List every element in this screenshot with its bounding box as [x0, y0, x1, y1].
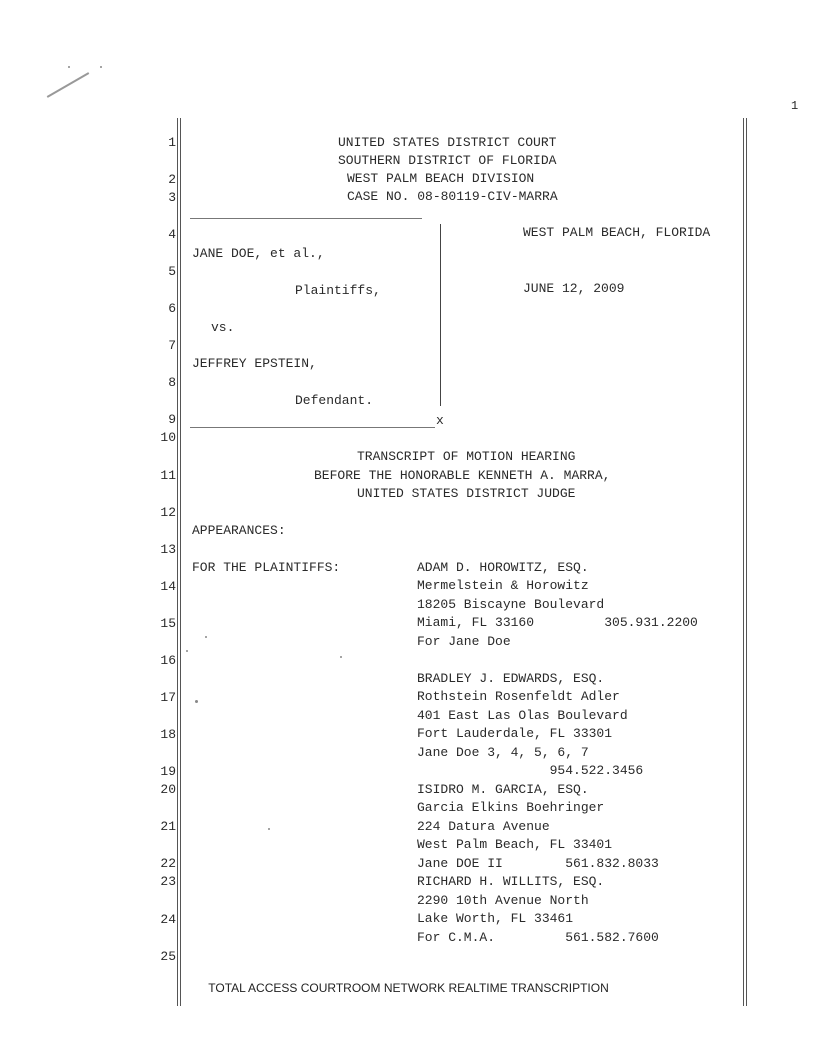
line-number-19: 19: [160, 764, 176, 779]
defendant-name: JEFFREY EPSTEIN,: [192, 356, 317, 371]
right-margin-rule: [743, 118, 744, 1006]
line-number-8: 8: [168, 375, 176, 390]
left-margin-rule: [177, 118, 178, 1006]
appearance-line: RICHARD H. WILLITS, ESQ.: [417, 874, 605, 889]
line-number-25: 25: [160, 949, 176, 964]
line-number-13: 13: [160, 542, 176, 557]
appearance-line: Rothstein Rosenfeldt Adler: [417, 689, 620, 704]
scan-speck: [186, 650, 188, 652]
judge-title: UNITED STATES DISTRICT JUDGE: [357, 486, 576, 501]
appearance-line: 954.522.3456: [417, 763, 644, 778]
appearance-line: BRADLEY J. EDWARDS, ESQ.: [417, 671, 605, 686]
appearance-line: For Jane Doe: [417, 634, 511, 649]
scan-speck: [100, 66, 102, 68]
division-name: WEST PALM BEACH DIVISION: [347, 171, 535, 186]
defendant-role: Defendant.: [295, 393, 374, 408]
line-number-2: 2: [168, 172, 176, 187]
caption-x-mark: x: [436, 413, 444, 428]
line-number-7: 7: [168, 338, 176, 353]
appearance-line: Lake Worth, FL 33461: [417, 911, 574, 926]
court-name: UNITED STATES DISTRICT COURT: [338, 135, 557, 150]
scan-speck: [340, 656, 342, 658]
case-number: CASE NO. 08-80119-CIV-MARRA: [347, 189, 558, 204]
appearance-line: ISIDRO M. GARCIA, ESQ.: [417, 782, 589, 797]
caption-bottom-rule: [190, 427, 435, 428]
scan-speck: [205, 636, 207, 638]
line-number-11: 11: [160, 468, 176, 483]
scan-speck: [268, 828, 270, 830]
line-number-6: 6: [168, 301, 176, 316]
line-number-15: 15: [160, 616, 176, 631]
appearance-line: West Palm Beach, FL 33401: [417, 837, 613, 852]
line-number-17: 17: [160, 690, 176, 705]
line-number-14: 14: [160, 579, 176, 594]
caption-divider: [440, 224, 441, 406]
footer-text: TOTAL ACCESS COURTROOM NETWORK REALTIME TRANSCRIPTION: [208, 981, 609, 995]
hearing-date: JUNE 12, 2009: [523, 281, 625, 296]
appearance-line: Fort Lauderdale, FL 33301: [417, 726, 613, 741]
appearance-line: Mermelstein & Horowitz: [417, 578, 589, 593]
line-number-1: 1: [168, 135, 176, 150]
caption-top-rule: [190, 218, 422, 219]
hearing-location: WEST PALM BEACH, FLORIDA: [523, 225, 711, 240]
line-number-16: 16: [160, 653, 176, 668]
page-number: 1: [791, 99, 799, 113]
appearance-line: Miami, FL 33160 305.931.2200: [417, 615, 698, 630]
for-plaintiffs-label: FOR THE PLAINTIFFS:: [192, 560, 341, 575]
appearance-line: 401 East Las Olas Boulevard: [417, 708, 628, 723]
hearing-title: TRANSCRIPT OF MOTION HEARING: [357, 449, 576, 464]
appearance-line: For C.M.A. 561.582.7600: [417, 930, 659, 945]
line-number-9: 9: [168, 412, 176, 427]
line-number-18: 18: [160, 727, 176, 742]
line-number-20: 20: [160, 782, 176, 797]
appearance-line: Jane Doe 3, 4, 5, 6, 7: [417, 745, 589, 760]
line-number-12: 12: [160, 505, 176, 520]
line-number-4: 4: [168, 227, 176, 242]
scan-mark: [47, 72, 90, 98]
district-name: SOUTHERN DISTRICT OF FLORIDA: [338, 153, 557, 168]
line-number-10: 10: [160, 430, 176, 445]
plaintiff-role: Plaintiffs,: [295, 283, 381, 298]
plaintiff-name: JANE DOE, et al.,: [192, 246, 325, 261]
appearance-line: Garcia Elkins Boehringer: [417, 800, 605, 815]
line-number-21: 21: [160, 819, 176, 834]
scan-speck: [68, 66, 70, 68]
line-number-5: 5: [168, 264, 176, 279]
appearance-line: Jane DOE II 561.832.8033: [417, 856, 659, 871]
scan-speck: [195, 700, 198, 703]
line-number-3: 3: [168, 190, 176, 205]
left-margin-rule-inner: [180, 118, 181, 1006]
versus: vs.: [211, 320, 235, 335]
line-number-24: 24: [160, 912, 176, 927]
line-number-22: 22: [160, 856, 176, 871]
appearances-heading: APPEARANCES:: [192, 523, 286, 538]
line-number-23: 23: [160, 874, 176, 889]
appearance-line: 224 Datura Avenue: [417, 819, 550, 834]
appearance-line: 2290 10th Avenue North: [417, 893, 589, 908]
right-margin-rule-inner: [746, 118, 747, 1006]
appearance-line: ADAM D. HOROWITZ, ESQ.: [417, 560, 589, 575]
hearing-before: BEFORE THE HONORABLE KENNETH A. MARRA,: [314, 468, 611, 483]
appearance-line: 18205 Biscayne Boulevard: [417, 597, 605, 612]
